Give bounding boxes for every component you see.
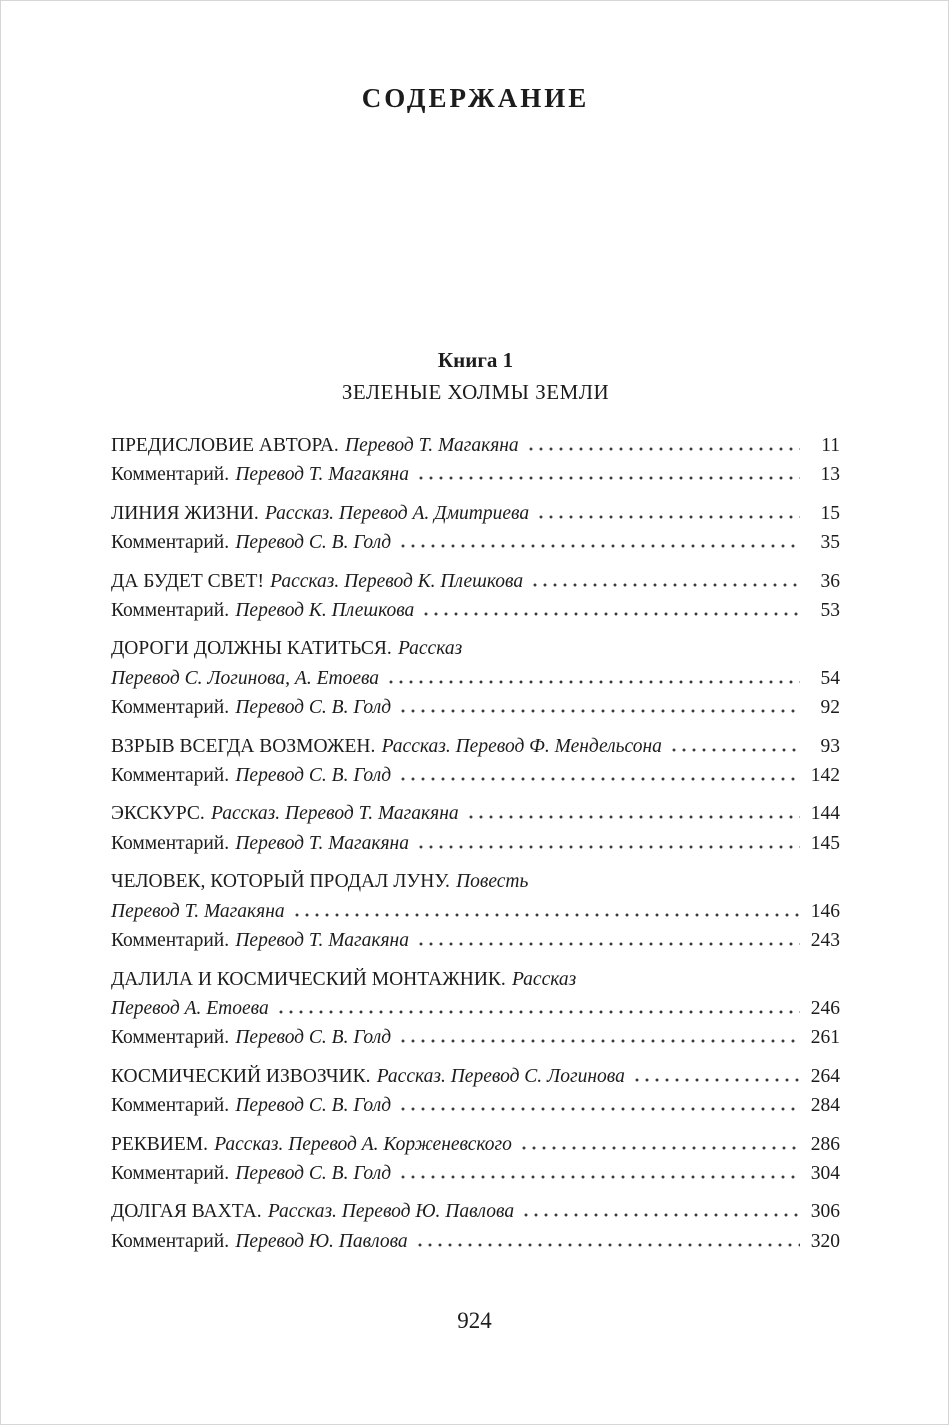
leader-dots xyxy=(635,1078,800,1082)
leader-dots xyxy=(279,1010,800,1014)
toc-entry-title: ДА БУДЕТ СВЕТ! xyxy=(111,570,264,592)
toc-entry-title: Комментарий. xyxy=(111,1230,230,1252)
toc-entry xyxy=(111,761,840,790)
toc-entry-title: ПРЕДИСЛОВИЕ АВТОРА. xyxy=(111,435,339,456)
toc-entry xyxy=(111,693,840,722)
toc-entry-title: Комментарий. xyxy=(111,532,230,554)
toc-entry-detail: Рассказ. Перевод Ф. Мендельсона xyxy=(381,735,662,757)
toc-entry-continuation xyxy=(111,994,840,1023)
leader-dots xyxy=(522,1146,800,1150)
page-number: 54 xyxy=(820,667,840,689)
toc-entry xyxy=(111,431,840,460)
toc-entry-detail: Перевод С. В. Голд xyxy=(235,532,392,554)
toc-entry xyxy=(111,732,840,761)
leader-dots xyxy=(401,544,800,548)
toc-entry-title: Комментарий. xyxy=(111,464,230,486)
toc-entry-title: ВЗРЫВ ВСЕГДА ВОЗМОЖЕН. xyxy=(111,735,376,757)
toc-entry-detail: Перевод К. Плешкова xyxy=(235,600,415,622)
toc-entry-title: ДОЛГАЯ ВАХТА. xyxy=(111,1201,262,1223)
page-number: 246 xyxy=(810,997,840,1019)
page-number: 93 xyxy=(820,735,840,757)
leader-dots xyxy=(401,1107,800,1111)
toc-entry xyxy=(111,528,840,557)
page-number: 142 xyxy=(810,765,840,787)
page-number: 243 xyxy=(810,930,840,952)
toc-entry xyxy=(111,1159,840,1188)
toc-entry-title: ЛИНИЯ ЖИЗНИ. xyxy=(111,502,259,524)
toc-entry-detail: Перевод С. В. Голд xyxy=(235,765,392,787)
toc-entry xyxy=(111,460,840,489)
page-number: 11 xyxy=(821,435,840,456)
leader-dots xyxy=(401,1175,800,1179)
leader-dots xyxy=(672,748,800,752)
toc-entry xyxy=(111,867,840,896)
leader-dots xyxy=(389,680,800,684)
toc-entry-title: РЕКВИЕМ. xyxy=(111,1133,208,1155)
toc-entry-title: Комментарий. xyxy=(111,1027,230,1049)
leader-dots xyxy=(401,777,800,781)
toc-entry xyxy=(111,596,840,625)
toc-entry xyxy=(111,634,840,663)
toc-entry-title: Комментарий. xyxy=(111,600,230,622)
section-heading xyxy=(111,348,840,405)
toc-entry-detail: Рассказ xyxy=(512,968,577,990)
toc-entry-continuation xyxy=(111,897,840,926)
page-number: 13 xyxy=(820,464,840,486)
leader-dots xyxy=(419,476,800,480)
toc-entry-detail: Перевод Т. Магакяна xyxy=(235,464,409,486)
toc-entry-detail: Рассказ. Перевод С. Логинова xyxy=(376,1065,625,1087)
page-number: 146 xyxy=(810,900,840,922)
toc-entry-detail: Перевод А. Етоева xyxy=(111,997,269,1019)
toc-entry-detail: Рассказ. Перевод А. Дмитриева xyxy=(264,502,530,524)
toc-entry xyxy=(111,499,840,528)
toc-entry xyxy=(111,926,840,955)
toc-entry-detail: Перевод Т. Магакяна xyxy=(235,832,409,854)
page-number: 320 xyxy=(810,1230,840,1252)
page-number: 286 xyxy=(810,1133,840,1155)
toc-entry xyxy=(111,1130,840,1159)
folio-page-number: 924 xyxy=(457,1308,492,1333)
toc-entry-detail: Рассказ. Перевод А. Корженевского xyxy=(214,1133,512,1155)
book-label: Книга 1 xyxy=(437,348,514,372)
page-number: 145 xyxy=(810,832,840,854)
leader-dots xyxy=(469,815,800,819)
toc-entry xyxy=(111,1023,840,1052)
toc-entry-title: Комментарий. xyxy=(111,1095,230,1117)
page-title: СОДЕРЖАНИЕ xyxy=(361,83,590,113)
page-number: 306 xyxy=(810,1201,840,1223)
leader-dots xyxy=(533,583,800,587)
toc-entry-detail: Перевод С. В. Голд xyxy=(235,1027,392,1049)
leader-dots xyxy=(401,709,800,713)
toc-entry xyxy=(111,1197,840,1226)
toc-entry xyxy=(111,1062,840,1091)
page-number: 261 xyxy=(810,1027,840,1049)
toc-entry-title: КОСМИЧЕСКИЙ ИЗВОЗЧИК. xyxy=(111,1065,371,1087)
toc-entry-detail: Перевод Ю. Павлова xyxy=(235,1230,408,1252)
leader-dots xyxy=(401,1039,800,1043)
leader-dots xyxy=(539,515,800,519)
page-number: 53 xyxy=(820,600,840,622)
leader-dots xyxy=(419,942,800,946)
book-title: ЗЕЛЕНЫЕ ХОЛМЫ ЗЕМЛИ xyxy=(341,380,610,404)
page-number: 36 xyxy=(820,570,840,592)
toc-entry-detail: Рассказ. Перевод Ю. Павлова xyxy=(267,1201,515,1223)
toc-entry xyxy=(111,1091,840,1120)
toc-entry-continuation xyxy=(111,664,840,693)
leader-dots xyxy=(418,1243,800,1247)
toc-entry-detail: Перевод Т. Магакяна xyxy=(345,435,519,456)
leader-dots xyxy=(419,845,800,849)
page-number: 92 xyxy=(820,697,840,719)
toc-entry-title: ЧЕЛОВЕК, КОТОРЫЙ ПРОДАЛ ЛУНУ. xyxy=(111,871,450,893)
toc-entry xyxy=(111,829,840,858)
toc-entry-detail: Перевод Т. Магакяна xyxy=(235,930,409,952)
toc-entry-title: ДАЛИЛА И КОСМИЧЕСКИЙ МОНТАЖНИК. xyxy=(111,968,506,990)
leader-dots xyxy=(529,447,800,451)
table-of-contents xyxy=(111,431,840,1256)
toc-entry-title: ЭКСКУРС. xyxy=(111,803,205,825)
toc-entry-title: Комментарий. xyxy=(111,1162,230,1184)
toc-entry xyxy=(111,799,840,828)
toc-entry xyxy=(111,1227,840,1256)
toc-entry-detail: Рассказ. Перевод Т. Магакяна xyxy=(211,803,459,825)
toc-entry-title: Комментарий. xyxy=(111,832,230,854)
page-number: 15 xyxy=(820,502,840,524)
toc-entry-detail: Перевод Т. Магакяна xyxy=(111,900,285,922)
toc-entry xyxy=(111,567,840,596)
toc-entry-detail: Рассказ. Перевод К. Плешкова xyxy=(270,570,524,592)
toc-entry-title: Комментарий. xyxy=(111,765,230,787)
leader-dots xyxy=(295,913,800,917)
toc-entry-detail: Рассказ xyxy=(397,638,463,660)
toc-entry-detail: Перевод С. В. Голд xyxy=(235,1095,392,1117)
toc-entry-detail: Перевод С. Логинова, А. Етоева xyxy=(111,667,380,689)
toc-entry-detail: Повесть xyxy=(456,871,529,893)
toc-entry-title: ДОРОГИ ДОЛЖНЫ КАТИТЬСЯ. xyxy=(111,638,392,660)
toc-entry-detail: Перевод С. В. Голд xyxy=(235,1162,392,1184)
leader-dots xyxy=(424,612,800,616)
leader-dots xyxy=(524,1213,800,1217)
toc-entry xyxy=(111,965,840,994)
toc-entry-title: Комментарий. xyxy=(111,930,230,952)
toc-entry-title: Комментарий. xyxy=(111,697,230,719)
page-number: 144 xyxy=(810,803,840,825)
page-number: 284 xyxy=(810,1095,840,1117)
page-number: 304 xyxy=(810,1162,840,1184)
page-number: 35 xyxy=(820,532,840,554)
page-number: 264 xyxy=(810,1065,840,1087)
toc-entry-detail: Перевод С. В. Голд xyxy=(235,697,392,719)
